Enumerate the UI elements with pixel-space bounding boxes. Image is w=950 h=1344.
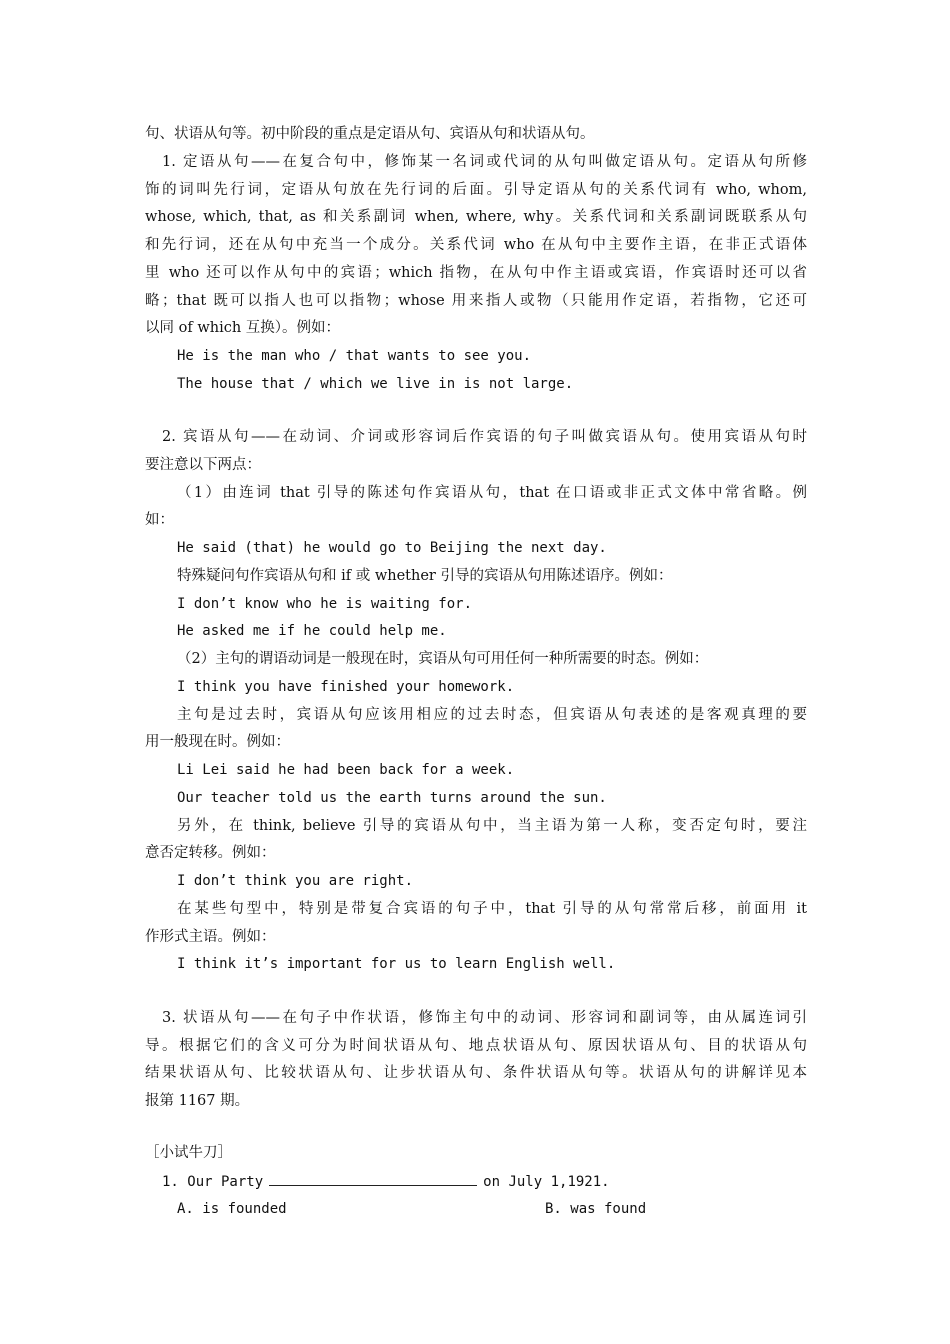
text-line: 以同 of which 互换）。例如： bbox=[145, 320, 341, 336]
answer-blank[interactable] bbox=[269, 1171, 477, 1186]
example-sentence: Li Lei said he had been back for a week. bbox=[177, 762, 515, 778]
question-1-text-end: on July 1,1921. bbox=[483, 1174, 610, 1190]
text-line: 略；that 既可以指人也可以指物；whose 用来指人或物（只能用作定语，若指物，它还可 bbox=[145, 293, 807, 309]
section-3-heading: 3. 状语从句——在句子中作状语，修饰主句中的动词、形容词和副词等，由从属连词引 bbox=[162, 1010, 807, 1026]
question-1 bbox=[162, 1171, 610, 1192]
section-1-heading: 1. 定语从句——在复合句中，修饰某一名词或代词的从句叫做定语从句。定语从句所修 bbox=[162, 154, 807, 170]
text-line: 结果状语从句、比较状语从句、让步状语从句、条件状语从句等。状语从句的讲解详见本 bbox=[145, 1065, 807, 1081]
example-sentence: Our teacher told us the earth turns around the sun. bbox=[177, 790, 607, 806]
example-sentence: I think it’s important for us to learn English well. bbox=[177, 956, 616, 972]
example-sentence: He is the man who / that wants to see you. bbox=[177, 348, 532, 364]
exercise-heading: ［小试牛刀］ bbox=[145, 1145, 232, 1161]
text-line: 在某些句型中，特别是带复合宾语的句子中，that 引导的从句常常后移，前面用 it bbox=[177, 901, 807, 917]
text-line: 用一般现在时。例如： bbox=[145, 734, 290, 750]
option-b[interactable]: B. was found bbox=[545, 1201, 647, 1217]
question-1-text: 1. Our Party bbox=[162, 1174, 264, 1190]
example-sentence: He asked me if he could help me. bbox=[177, 623, 447, 639]
text-line: 主句是过去时，宾语从句应该用相应的过去时态，但宾语从句表述的是客观真理的要 bbox=[177, 707, 807, 723]
example-sentence: I think you have finished your homework. bbox=[177, 679, 515, 695]
section-2-heading: 2. 宾语从句——在动词、介词或形容词后作宾语的句子叫做宾语从句。使用宾语从句时 bbox=[162, 429, 807, 445]
text-line: （2）主句的谓语动词是一般现在时，宾语从句可用任何一种所需要的时态。例如： bbox=[177, 651, 709, 667]
example-sentence: He said (that) he would go to Beijing the next day. bbox=[177, 540, 607, 556]
text-line: 饰的词叫先行词，定语从句放在先行词的后面。引导定语从句的关系代词有 who, whom, bbox=[145, 182, 807, 198]
text-line: 另外，在 think, believe 引导的宾语从句中，当主语为第一人称，变否定句时，要注 bbox=[177, 818, 807, 834]
text-line: 如： bbox=[145, 512, 174, 528]
text-line: 要注意以下两点： bbox=[145, 457, 261, 473]
text-line: 作形式主语。例如： bbox=[145, 929, 276, 945]
text-line: 意否定转移。例如： bbox=[145, 845, 276, 861]
text-line: 里 who 还可以作从句中的宾语；which 指物，在从句中作主语或宾语，作宾语时还可以省 bbox=[145, 265, 807, 281]
example-sentence: I don’t know who he is waiting for. bbox=[177, 596, 473, 612]
option-a[interactable]: A. is founded bbox=[177, 1201, 287, 1217]
text-line: 和先行词，还在从句中充当一个成分。关系代词 who 在从句中主要作主语，在非正式语体 bbox=[145, 237, 807, 253]
example-sentence: The house that / which we live in is not large. bbox=[177, 376, 574, 392]
example-sentence: I don’t think you are right. bbox=[177, 873, 414, 889]
text-line: 句、状语从句等。初中阶段的重点是定语从句、宾语从句和状语从句。 bbox=[145, 126, 595, 142]
text-line: 导。根据它们的含义可分为时间状语从句、地点状语从句、原因状语从句、目的状语从句 bbox=[145, 1038, 807, 1054]
text-line: whose, which, that, as 和关系副词 when, where, why。关系代词和关系副词既联系从句 bbox=[145, 209, 807, 225]
text-line: 特殊疑问句作宾语从句和 if 或 whether 引导的宾语从句用陈述语序。例如： bbox=[177, 568, 673, 584]
text-line: 报第 1167 期。 bbox=[145, 1093, 250, 1109]
text-line: （1）由连词 that 引导的陈述句作宾语从句，that 在口语或非正式文体中常省略。例 bbox=[177, 485, 807, 501]
